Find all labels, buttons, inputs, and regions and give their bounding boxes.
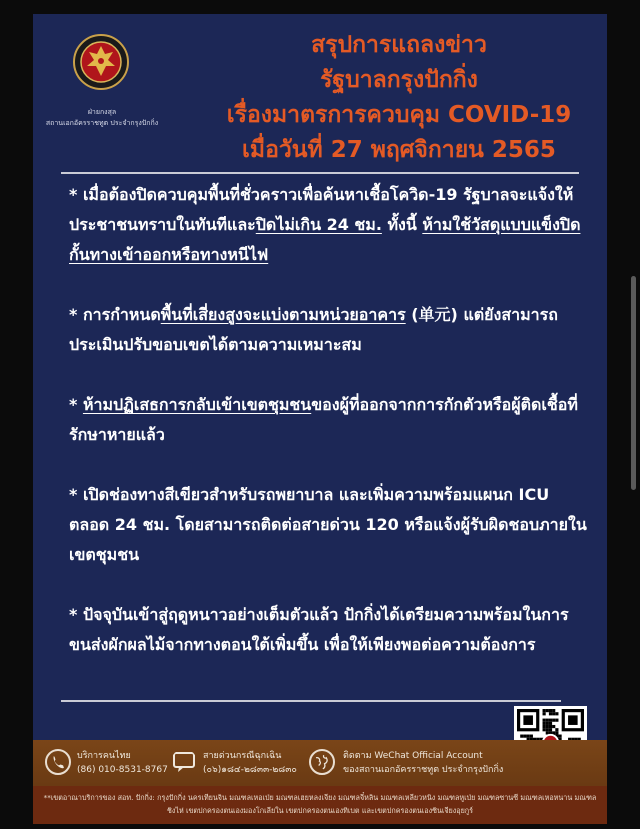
contact-bar — [33, 740, 607, 786]
service-label: บริการคนไทย — [77, 751, 131, 761]
bullet-item — [69, 180, 589, 270]
hotline-phone[interactable]: (๐๖)๑๘๔-๒๘๓๓-๒๘๓๐ — [203, 765, 297, 775]
bullet-item — [69, 600, 589, 660]
dept-line-2: สถานเอกอัครราชทูต ประจำกรุงปักกิ่ง — [45, 119, 159, 127]
hotline-label: สายด่วนกรณีฉุกเฉิน — [203, 751, 282, 761]
announcement-poster — [33, 14, 607, 824]
title-line: เรื่องมาตรการควบคุม COVID-19 — [226, 102, 572, 128]
bullet-text: * เมื่อต้องปิดควบคุมพื้นที่ชั่วคราวเพื่อค้นหาเชื้อโควิด-19 รัฐบาลจะแจ้งให้ประชาชนทราบในทันทีและ — [69, 185, 574, 234]
underlined-text: ห้ามใช้วัสดุแบบแข็งปิดกั้นทางเข้าออกหรือทางหนีไฟ — [69, 215, 581, 264]
wechat-follow — [343, 749, 503, 777]
bullet-text: * การกำหนด — [69, 305, 161, 324]
dept-line-1: ฝ่ายกงสุล — [87, 108, 117, 116]
page-title — [199, 28, 599, 168]
bullet-item — [69, 480, 589, 570]
viewer-scrollbar[interactable] — [631, 276, 636, 490]
bottom-divider — [61, 700, 561, 702]
wechat-line-1: ติดตาม WeChat Official Account — [343, 751, 483, 761]
phone-icon — [45, 749, 71, 775]
department-label — [41, 107, 163, 129]
thai-service-contact — [77, 749, 168, 777]
bullet-item — [69, 390, 589, 450]
title-line: สรุปการแถลงข่าว — [311, 32, 487, 58]
bullet-list — [69, 180, 589, 690]
bullet-item — [69, 300, 589, 360]
bullet-text: * ปัจจุบันเข้าสู่ฤดูหนาวอย่างเต็มตัวแล้ว ปักกิ่งได้เตรียมความพร้อมในการขนส่งผักผลไม้จากทางตอนใต้เพิ่มขึ้น เพื่อให้เพียงพอต่อความต้องการ — [69, 605, 569, 654]
title-line: เมื่อวันที่ 27 พฤศจิกายน 2565 — [242, 137, 556, 163]
bullet-text: ทั้งนี้ — [381, 215, 423, 234]
underlined-text: ห้ามปฏิเสธการกลับเข้าเขตชุมชน — [82, 395, 312, 414]
title-line: รัฐบาลกรุงปักกิ่ง — [320, 67, 478, 93]
underlined-text: พื้นที่เสี่ยงสูงจะแบ่งตามหน่วยอาคาร — [160, 305, 406, 324]
globe-icon — [309, 749, 335, 775]
top-divider — [61, 172, 579, 174]
bullet-text: * เปิดช่องทางสีเขียวสำหรับรถพยาบาล และเพิ่มความพร้อมแผนก ICU ตลอด 24 ชม. โดยสามารถติดต่อสายด่วน 120 หรือแจ้งผู้รับผิดชอบภายในเขตชุมชน — [69, 485, 587, 564]
bullet-text: * — [69, 395, 83, 414]
bullet-text: (单元) แต่ยังสามารถประเมินปรับขอบเขตได้ตามความเหมาะสม — [69, 305, 558, 354]
bullet-text: ของผู้ที่ออกจากการกักตัวหรือผู้ติดเชื้อที่รักษาหายแล้ว — [69, 395, 578, 444]
service-phone[interactable]: (86) 010-8531-8767 — [77, 765, 168, 775]
jurisdiction-note: **เขตอาณาบริการของ สอท. ปักกิ่ง: กรุงปักกิ่ง นครเทียนจิน มณฑลเหอเป่ย มณฑลเฮยหลงเจียง มณฑลจี๋หลิน มณฑลเหลียวหนิง มณฑลหูเป่ย มณฑลซานซี มณฑลเหอหนาน มณฑลชิงไห่ เขตปกครองตนเองมองโกเลียใน เขตปกครองตนเองทิเบต และเขตปกครองตนเองซินเจียงอุยกูร์ — [33, 786, 607, 824]
wechat-line-2: ของสถานเอกอัครราชทูต ประจำกรุงปักกิ่ง — [343, 765, 504, 775]
emergency-hotline — [203, 749, 297, 777]
underlined-text: ปิดไม่เกิน 24 ชม. — [255, 215, 382, 234]
hotline-icon — [171, 749, 197, 775]
garuda-emblem-icon — [73, 34, 129, 90]
